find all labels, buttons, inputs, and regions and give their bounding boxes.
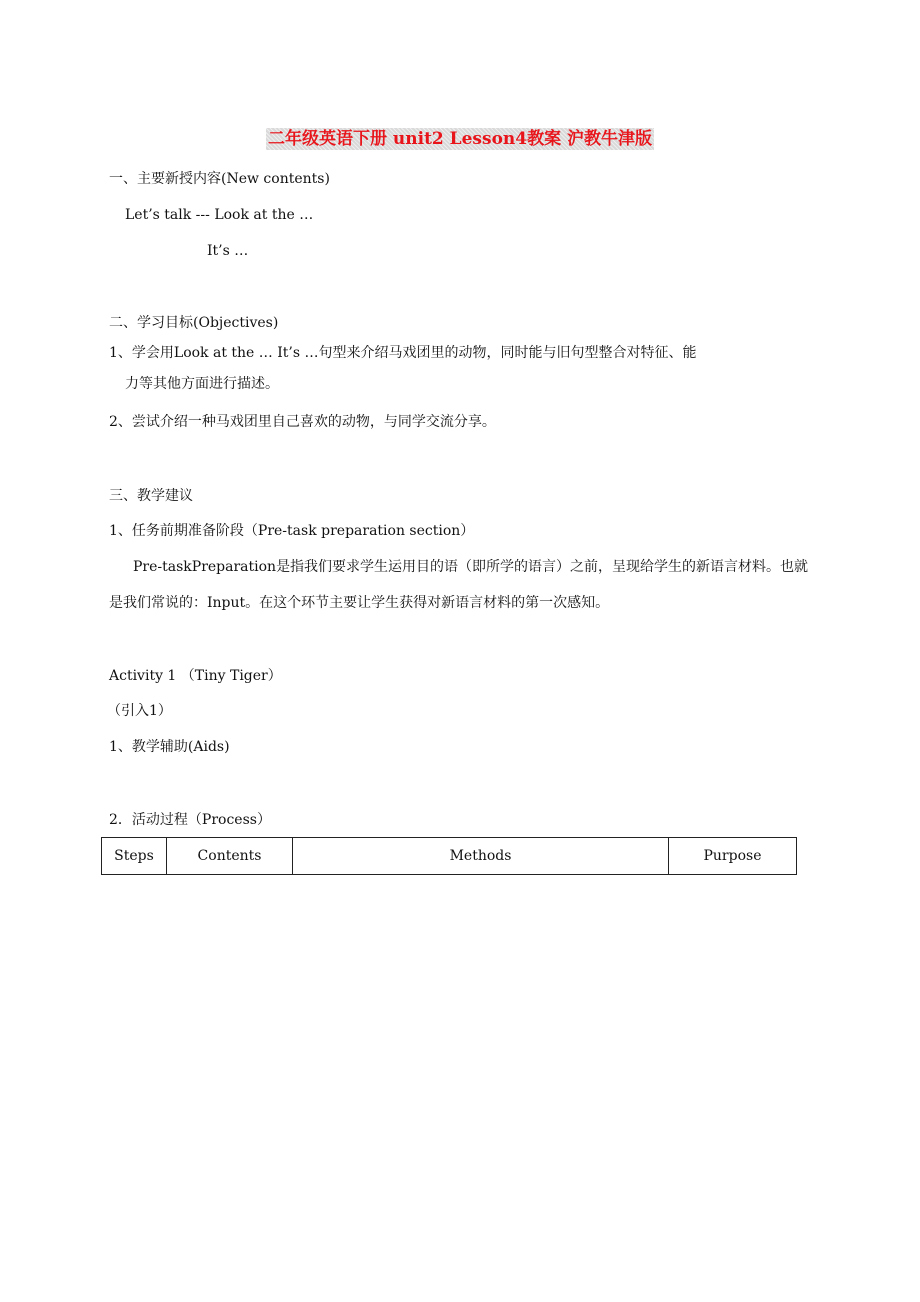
- section2-heading: 二、学习目标(Objectives): [109, 315, 279, 331]
- activity-process: 2．活动过程（Process）: [109, 812, 271, 828]
- header-contents: Contents: [167, 838, 293, 875]
- section1-heading: 一、主要新授内容(New contents): [109, 171, 330, 187]
- header-steps: Steps: [102, 838, 167, 875]
- section3-heading: 三、教学建议: [109, 488, 193, 504]
- table-header-row: [102, 838, 797, 875]
- activity-intro: （引入1）: [107, 703, 172, 719]
- document-title: [0, 124, 920, 149]
- section1-line2: It’s …: [207, 243, 249, 259]
- objective-1-line2: 力等其他方面进行描述。: [125, 376, 279, 392]
- document-title-text: 二年级英语下册 unit2 Lesson4教案 沪教牛津版: [267, 129, 653, 149]
- section1-line1: Let’s talk --- Look at the …: [125, 207, 314, 223]
- process-table: [101, 837, 797, 875]
- objective-1-line1: 1、学会用Look at the … It’s …句型来介绍马戏团里的动物，同时能与旧句型整合对特征、能: [109, 345, 697, 361]
- objective-2: 2、尝试介绍一种马戏团里自己喜欢的动物，与同学交流分享。: [109, 414, 496, 430]
- activity-aids: 1、教学辅助(Aids): [109, 739, 230, 755]
- pre-task-paragraph: Pre-taskPreparation是指我们要求学生运用目的语（即所学的语言）之前，呈现给学生的新语言材料。也就是我们常说的：Input。在这个环节主要让学生获得对新语言材料的第一次感知。: [109, 559, 809, 611]
- section3-sub1: 1、任务前期准备阶段（Pre-task preparation section）: [109, 523, 475, 539]
- header-methods: Methods: [293, 838, 669, 875]
- activity-title: Activity 1 （Tiny Tiger）: [109, 668, 282, 684]
- header-purpose: Purpose: [669, 838, 797, 875]
